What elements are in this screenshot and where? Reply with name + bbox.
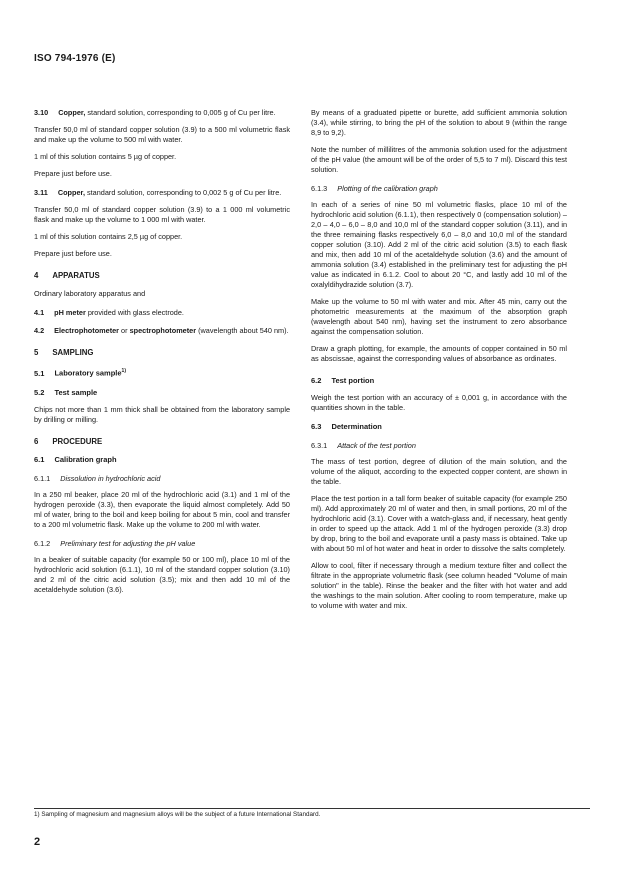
section-6-1-1-heading: 6.1.1 Dissolution in hydrochloric acid <box>34 474 161 484</box>
section-3-10-heading: 3.10 Copper, standard solution, corresponding to 0,005 g of Cu per litre. <box>34 108 276 117</box>
section-6-1-3-heading: 6.1.3 Plotting of the calibration graph <box>311 183 438 193</box>
section-6-3-heading: 6.3 Determination <box>311 421 382 431</box>
paragraph: Make up the volume to 50 ml with water and mix. After 45 min, carry out the photometric measurements at the maximum of the absorption graph (wavelength about 540 nm), having set the instrument to zero absorbance against the compensation solution. <box>311 296 567 336</box>
paragraph: In a beaker of suitable capacity (for example 50 or 100 ml), place 10 ml of the hydrochloric acid solution (6.1.1), 10 ml of the standard copper solution (3.10) and 2 ml of the citric acid solution (3.5); mix and then add 10 ml of the acetaldehyde solution (3.6). <box>34 554 290 594</box>
section-5-title: 5 SAMPLING <box>34 348 94 358</box>
footnote-mark: 1) <box>34 811 40 818</box>
section-5-2-heading: 5.2 Test sample <box>34 387 98 397</box>
footnote <box>34 811 594 818</box>
left-column <box>34 108 290 602</box>
paragraph: Prepare just before use. <box>34 168 112 178</box>
footnote-text: Sampling of magnesium and magnesium alloys will be the subject of a future International Standard. <box>41 811 321 818</box>
paragraph: Chips not more than 1 mm thick shall be obtained from the laboratory sample by drilling or milling. <box>34 405 290 425</box>
footnote-ref: 1) <box>121 368 126 375</box>
section-5-1-heading: 5.1 Laboratory sample$^{1)}$ <box>34 368 126 378</box>
paragraph: 1 ml of this solution contains 2,5 µg of copper. <box>34 231 183 241</box>
right-column <box>311 108 567 618</box>
page-number: 2 <box>34 836 41 848</box>
paragraph: In a 250 ml beaker, place 20 ml of the hydrochloric acid (3.1) and 1 ml of the hydrogen peroxide (3.3), then evaporate the liquid almost completely. Add 50 ml of water, bring to the boil and keep boiling for about 5 min, cool and transfer to a 200 ml volumetric flask. Make up the volume to 200 ml with water. <box>34 490 290 530</box>
paragraph: In each of a series of nine 50 ml volumetric flasks, place 10 ml of the hydrochloric acid solution (6.1.1), then respectively 0 (compensation solution) – 2,0 – 4,0 – 6,0 – 8,0 and 10,0 ml of the standard copper solution (3.11), and in the three remaining flasks respectively 6,0 – 8,0 and 10,0 ml of the standard copper solution (3.10). Add 2 ml of the citric acid solution (3.5) to each flask and mix, then add 10 ml of the acetaldehyde solution (3.6) and the amount of ammonia solution (3.4) established in the preliminary test for adjusting the pH value as indicated in 6.1.2. Cool to about 20 °C, and lastly add 10 ml of the oxalyldihydrazide solution (3.7). <box>311 199 567 289</box>
paragraph: Note the number of millilitres of the ammonia solution used for the adjustment of the pH value (the amount will be of the order of 5,5 to 7 ml). Discard this test solution. <box>311 144 567 174</box>
section-6-3-1-heading: 6.3.1 Attack of the test portion <box>311 441 416 451</box>
paragraph: Transfer 50,0 ml of standard copper solution (3.9) to a 500 ml volumetric flask and make up the volume to 500 ml with water. <box>34 124 290 144</box>
paragraph: Transfer 50,0 ml of standard copper solution (3.9) to a 1 000 ml volumetric flask and make up the volume to 1 000 ml with water. <box>34 204 290 224</box>
paragraph: Ordinary laboratory apparatus and <box>34 288 146 298</box>
paragraph: 1 ml of this solution contains 5 µg of copper. <box>34 151 177 161</box>
footnote-divider <box>34 808 590 809</box>
paragraph: Weigh the test portion with an accuracy of ± 0,001 g, in accordance with the quantities shown in the table. <box>311 392 567 412</box>
section-6-1-2-heading: 6.1.2 Preliminary test for adjusting the pH value <box>34 539 196 548</box>
section-6-2-heading: 6.2 Test portion <box>311 375 375 385</box>
paragraph: Place the test portion in a tall form beaker of suitable capacity (for example 250 ml). Add approximately 20 ml of water and then, in small portions, 20 ml of the hydrochloric acid (3.1). Cover with a watch-glass and, if necessary, heat gently in order to speed up the attack. Add 1 ml of the hydrogen peroxide (3.3) drop by drop, bring to the boil and evaporate until a pasty mass is obtained. Take up with about 50 ml of hot water and heat in order to dissolve the salts completely. <box>311 494 567 554</box>
section-6-title: 6 PROCEDURE <box>34 437 103 447</box>
paragraph: Draw a graph plotting, for example, the amounts of copper contained in 50 ml as abscissae, against the corresponding values of absorbance as ordinates. <box>311 343 567 363</box>
section-4-1: 4.1 pH meter provided with glass electrode. <box>34 307 184 317</box>
paragraph: By means of a graduated pipette or burette, add sufficient ammonia solution (3.4), while stirring, to bring the pH of the solution to about 9 (within the range 8,9 to 9,2). <box>311 108 567 137</box>
section-3-11-heading: 3.11 Copper, standard solution, corresponding to 0,002 5 g of Cu per litre. <box>34 187 282 197</box>
section-6-1-heading: 6.1 Calibration graph <box>34 454 117 464</box>
section-4-2: 4.2 Electrophotometer or spectrophotometer (wavelength about 540 nm). <box>34 326 289 336</box>
section-4-title: 4 APPARATUS <box>34 270 100 280</box>
paragraph: The mass of test portion, degree of dilution of the main solution, and the volume of the aliquot, according to the expected copper content, are shown in the table. <box>311 457 567 487</box>
paragraph: Prepare just before use. <box>34 248 112 258</box>
document-header: ISO 794-1976 (E) <box>34 53 116 64</box>
paragraph: Allow to cool, filter if necessary through a medium texture filter and collect the filtrate in the appropriate volumetric flask (see column headed "Volume of main solution" in the table). Rinse the beaker and the filter with hot water and add the washings to the main solution. After cooling to room temperature, make up to volume with water and mix. <box>311 561 567 610</box>
